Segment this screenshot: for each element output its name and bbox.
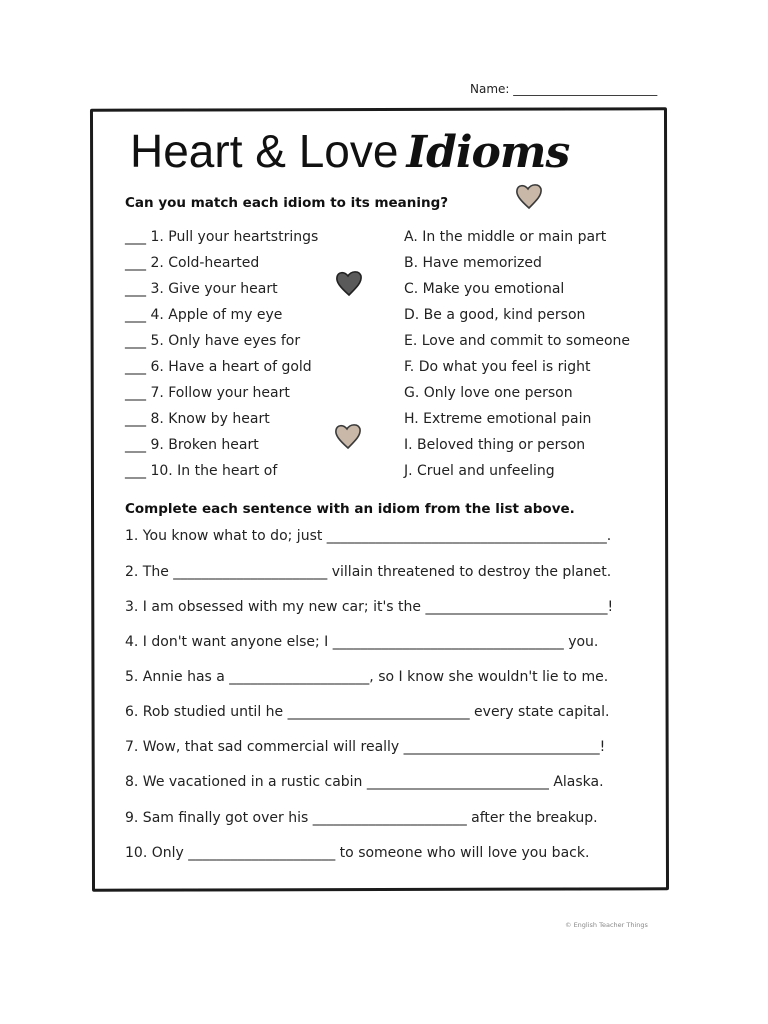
idiom-item: ___ 4. Apple of my eye xyxy=(125,307,283,323)
sentence-item: 6. Rob studied until he __________________________ every state capital. xyxy=(125,704,610,720)
heart-icon-shape xyxy=(337,272,361,295)
sentence-item: 2. The ______________________ villain threatened to destroy the planet. xyxy=(125,564,612,580)
sentence-item: 5. Annie has a ____________________, so I know she wouldn't lie to me. xyxy=(125,669,609,685)
meaning-item: C. Make you emotional xyxy=(404,281,565,297)
title-main: Heart & Love xyxy=(130,125,399,177)
section2-heading: Complete each sentence with an idiom from the list above. xyxy=(125,501,575,517)
meaning-item: D. Be a good, kind person xyxy=(404,307,586,323)
heart-icon xyxy=(514,181,544,211)
worksheet-title xyxy=(130,118,569,184)
idiom-item: ___ 10. In the heart of xyxy=(125,463,278,479)
meaning-item: E. Love and commit to someone xyxy=(404,333,631,349)
sentence-item: 9. Sam finally got over his ______________________ after the breakup. xyxy=(125,810,598,826)
title-script: Idioms xyxy=(406,127,570,178)
idiom-item: ___ 3. Give your heart xyxy=(125,281,278,297)
sentence-item: 8. We vacationed in a rustic cabin __________________________ Alaska. xyxy=(125,774,604,790)
meaning-item: B. Have memorized xyxy=(404,255,542,271)
meaning-item: I. Beloved thing or person xyxy=(404,437,586,453)
name-line: Name: ________________________ xyxy=(470,82,658,96)
sentence-item: 10. Only _____________________ to someone who will love you back. xyxy=(125,845,590,861)
sentence-item: 3. I am obsessed with my new car; it's the __________________________! xyxy=(125,599,614,615)
copyright-text: © English Teacher Things xyxy=(565,921,648,929)
idiom-item: ___ 7. Follow your heart xyxy=(125,385,290,401)
idiom-item: ___ 8. Know by heart xyxy=(125,411,270,427)
sentence-item: 1. You know what to do; just ________________________________________. xyxy=(125,528,612,544)
meaning-item: J. Cruel and unfeeling xyxy=(404,463,555,479)
meaning-item: G. Only love one person xyxy=(404,385,573,401)
idiom-item: ___ 5. Only have eyes for xyxy=(125,333,301,349)
idiom-item: ___ 9. Broken heart xyxy=(125,437,259,453)
heart-icon-shape xyxy=(336,425,360,448)
heart-icon xyxy=(334,268,364,298)
heart-icon xyxy=(333,421,363,451)
idiom-item: ___ 1. Pull your heartstrings xyxy=(125,229,319,245)
heart-icon-shape xyxy=(517,185,541,208)
idiom-item: ___ 2. Cold-hearted xyxy=(125,255,260,271)
meaning-item: A. In the middle or main part xyxy=(404,229,607,245)
meaning-item: F. Do what you feel is right xyxy=(404,359,591,375)
sentence-item: 4. I don't want anyone else; I _________________________________ you. xyxy=(125,634,599,650)
section1-heading: Can you match each idiom to its meaning? xyxy=(125,195,449,211)
sentence-item: 7. Wow, that sad commercial will really ____________________________! xyxy=(125,739,606,755)
meaning-item: H. Extreme emotional pain xyxy=(404,411,592,427)
idiom-item: ___ 6. Have a heart of gold xyxy=(125,359,312,375)
